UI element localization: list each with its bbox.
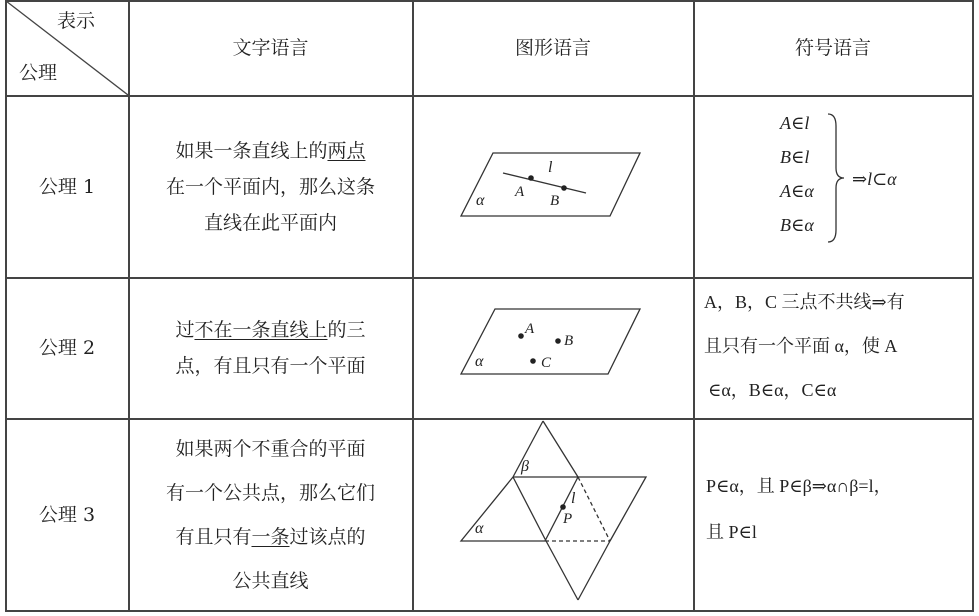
header-figure-language: 图形语言 — [514, 37, 591, 59]
label-l: l — [571, 490, 576, 507]
table-border-bottom — [5, 610, 974, 612]
axiom-1-figure — [413, 96, 693, 277]
axiom-2-name: 公理 2 — [38, 337, 96, 359]
label-alpha: α — [476, 192, 485, 209]
header-diag-top: 表示 — [57, 10, 96, 32]
axiom-1-text: 如果一条直线上的两点 在一个平面内，那么这条 直线在此平面内 — [165, 139, 375, 234]
axiom-2-figure — [413, 278, 693, 418]
axiom-3-figure — [413, 419, 693, 610]
axiom-3-symbols: P∈α，且 P∈β⇒α∩β=l， 且 P∈l — [706, 476, 892, 542]
header-symbol-language: 符号语言 — [794, 37, 871, 59]
axiom-2-text: 过不在一条直线上的三 点，有且只有一个平面 — [175, 319, 366, 377]
label-l: l — [548, 159, 553, 176]
label-P: P — [563, 511, 573, 527]
underlined-text: 一条 — [251, 525, 290, 548]
label-A: A — [525, 321, 535, 337]
right-brace — [826, 112, 846, 244]
label-C: C — [541, 355, 552, 371]
underlined-text: 两点 — [327, 139, 366, 162]
axiom-3-text: 如果两个不重合的平面 有一个公共点，那么它们 有且只有一条过该点的 公共直线 — [165, 437, 375, 592]
header-text-language: 文字语言 — [232, 37, 309, 59]
label-alpha: α — [475, 520, 484, 537]
label-beta: β — [521, 458, 529, 475]
label-alpha: α — [475, 353, 484, 370]
symbol-result: ⇒l⊂α — [852, 169, 897, 189]
axioms-table — [5, 0, 974, 612]
table-border-right — [972, 0, 974, 612]
underlined-text: 不在一条直线上 — [194, 319, 328, 341]
label-A: A — [515, 184, 525, 200]
label-B: B — [550, 193, 560, 209]
axiom-3-name: 公理 3 — [38, 503, 96, 526]
axiom-2-symbols: A，B，C 三点不共线⇒有 且只有一个平面 α，使 A ∈α，B∈α，C∈α — [704, 292, 905, 400]
axiom-1-symbols: A∈l B∈l A∈α B∈α ⇒l⊂α — [694, 96, 972, 277]
label-B: B — [564, 333, 574, 349]
header-diag-bottom: 公理 — [19, 62, 58, 84]
axiom-1-name: 公理 1 — [38, 175, 96, 198]
